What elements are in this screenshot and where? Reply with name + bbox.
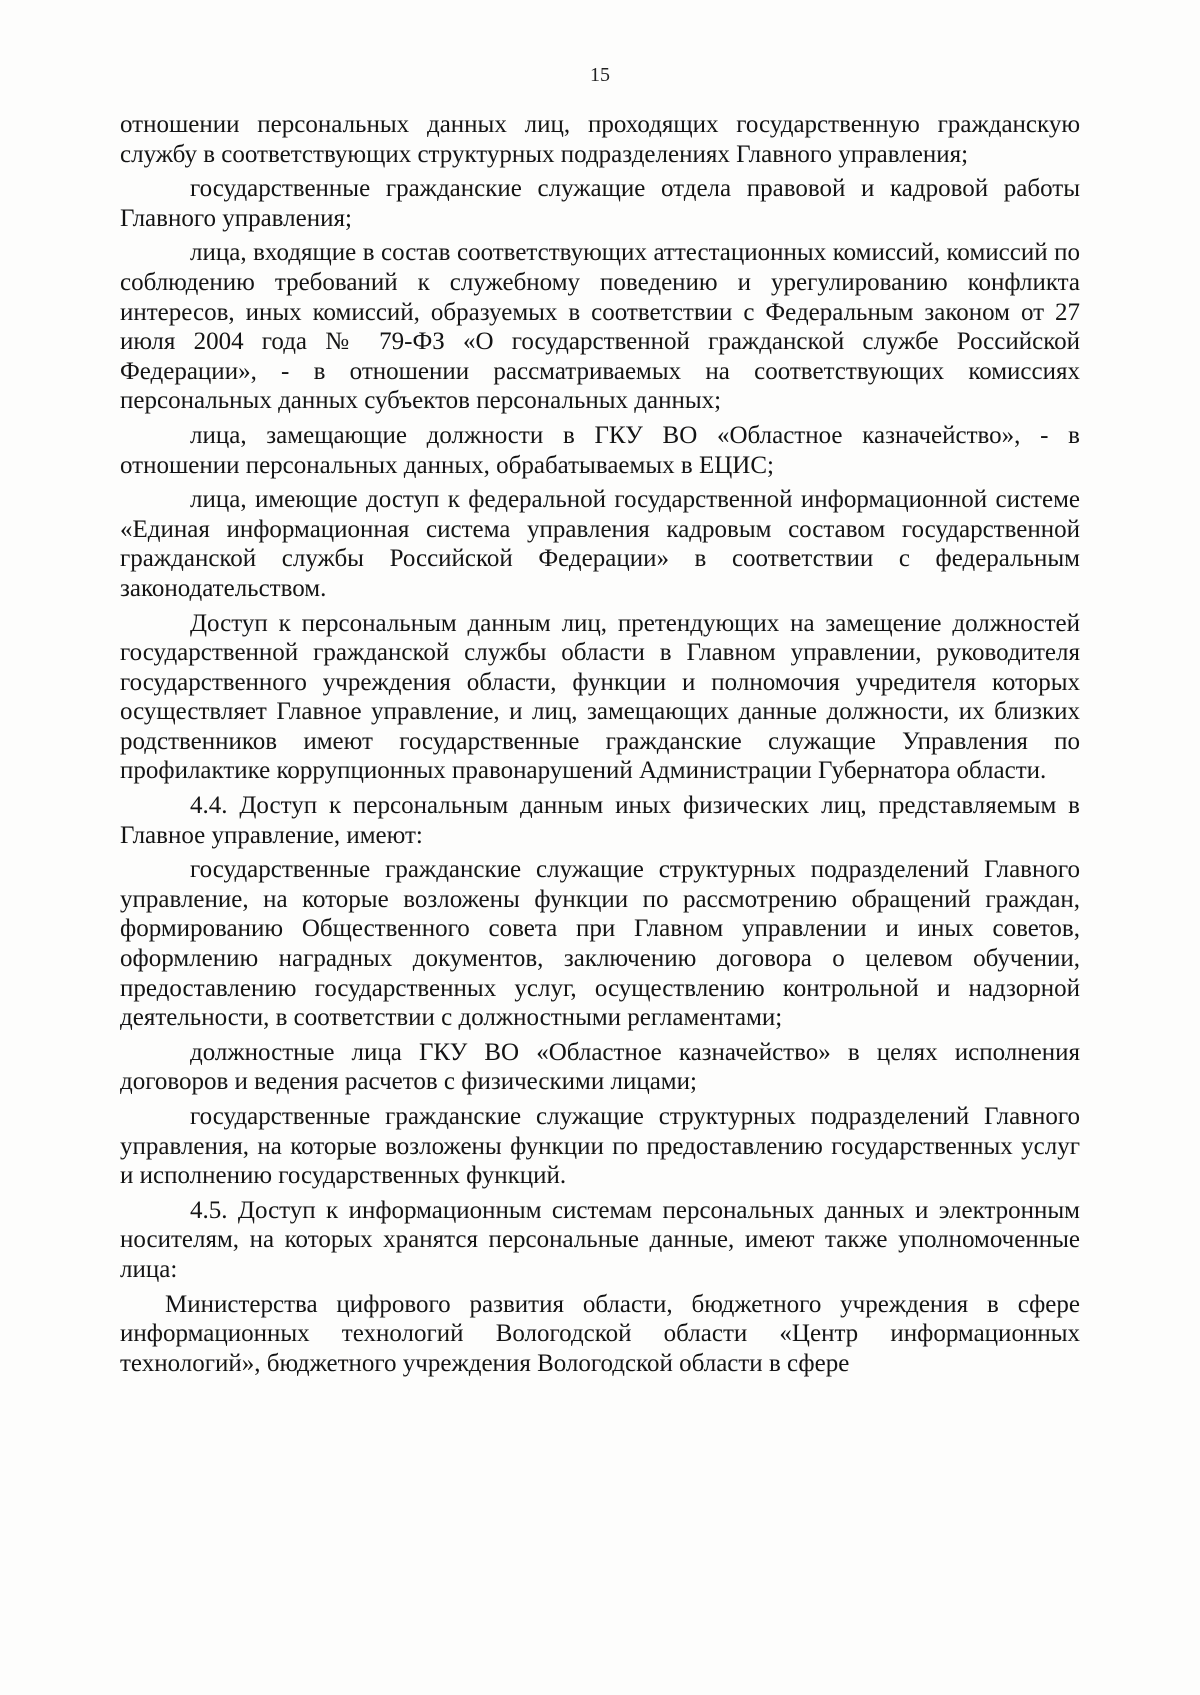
paragraph: государственные гражданские служащие отдела правовой и кадровой работы Главного управления; [120,175,1080,232]
paragraph: лица, замещающие должности в ГКУ ВО «Областное казначейство», - в отношении персональных данных, обрабатываемых в ЕЦИС; [120,421,1080,479]
paragraph: Министерства цифрового развития области, бюджетного учреждения в сфере информационных технологий Вологодской области «Центр информационных технологий», бюджетного учреждения Вологодской области в сфере [120,1290,1080,1377]
paragraph: государственные гражданские служащие структурных подразделений Главного управления, на которые возложены функции по предоставлению государственных услуг и исполнению государственных функций. [120,1103,1080,1190]
scan-artifact [960,0,1200,8]
paragraph: должностные лица ГКУ ВО «Областное казначейство» в целях исполнения договоров и ведения расчетов с физическими лицами; [120,1038,1080,1096]
paragraph-section-4-5: 4.5. Доступ к информационным системам персональных данных и электронным носителям, на которых хранятся персональные данные, имеют также уполномоченные лица: [120,1196,1080,1283]
paragraph: Доступ к персональным данным лиц, претендующих на замещение должностей государственной гражданской службы области в Главном управлении, руководителя государственного учреждения области, функции и полномочия учредителя которых осуществляет Главное управление, и лиц, замещающих данные должности, их близких родственников имеют государственные гражданские служащие Управления по профилактике коррупционных правонарушений Администрации Губернатора области. [120,609,1080,785]
paragraph-section-4-4: 4.4. Доступ к персональным данным иных физических лиц, представляемым в Главное управление, имеют: [120,792,1080,849]
paragraph: лица, входящие в состав соответствующих аттестационных комиссий, комиссий по соблюдению требований к служебному поведению и урегулированию конфликта интересов, иных комиссий, образуемых в соответствии с Федеральным законом от 27 июля 2004 года № 79-ФЗ «О государственной гражданской службе Российской Федерации», - в отношении рассматриваемых на соответствующих комиссиях персональных данных субъектов персональных данных; [120,239,1080,415]
page-number: 15 [590,64,610,86]
paragraph: государственные гражданские служащие структурных подразделений Главного управление, на которые возложены функции по рассмотрению обращений граждан, формированию Общественного совета при Главном управлении и иных советов, оформлению наградных документов, заключению договора о целевом обучении, предоставлению государственных услуг, осуществлению контрольной и надзорной деятельности, в соответствии с должностными регламентами; [120,856,1080,1032]
paragraph: лица, имеющие доступ к федеральной государственной информационной системе «Единая информационная система управления кадровым составом государственной гражданской службы Российской Федерации» в соответствии с федеральным законодательством. [120,486,1080,602]
paragraph-continuation: отношении персональных данных лиц, проходящих государственную гражданскую службу в соответствующих структурных подразделениях Главного управления; [120,111,1080,168]
document-body [120,110,1080,1383]
